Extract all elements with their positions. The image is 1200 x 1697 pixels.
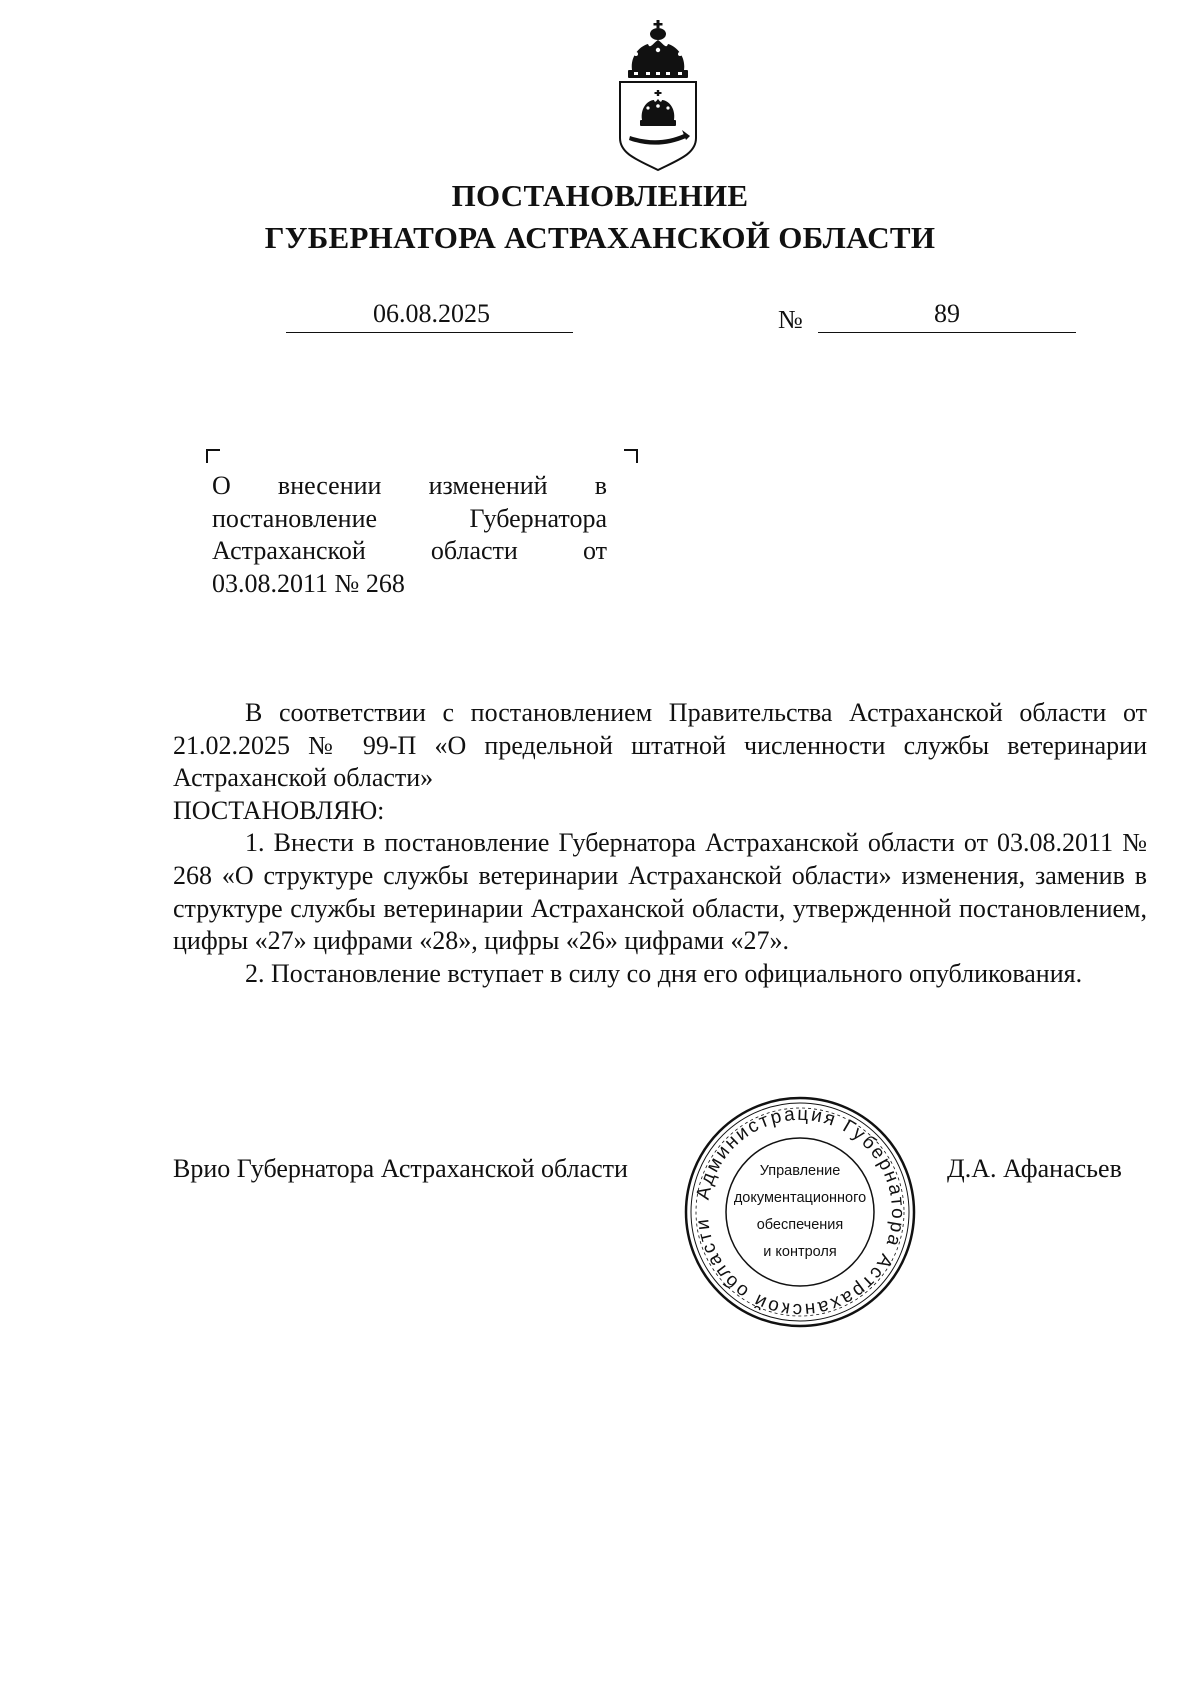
document-number: 89 xyxy=(934,299,960,328)
subject-line: Астраханской области от xyxy=(212,536,607,565)
document-body xyxy=(173,697,1147,990)
astrakhan-coat-of-arms-icon xyxy=(614,20,702,172)
number-sign: № xyxy=(778,305,803,334)
document-number-field xyxy=(818,296,1076,333)
official-stamp xyxy=(680,1092,920,1332)
item-2-paragraph: 2. Постановление вступает в силу со дня его официального опубликования. xyxy=(245,958,1083,988)
preamble-paragraph: В соответствии с постановлением Правительства Астраханской области от 21.02.2025 № 99-П «О предельной штатной численности службы ветеринарии Астраханской области» xyxy=(173,698,1147,793)
document-date: 06.08.2025 xyxy=(373,299,490,328)
stamp-center-line: и контроля xyxy=(763,1244,837,1260)
document-date-field xyxy=(286,296,573,333)
stamp-center-line: обеспечения xyxy=(756,1217,844,1233)
signatory-position: Врио Губернатора Астраханской области xyxy=(173,1154,628,1183)
document-issuer: ГУБЕРНАТОРА АСТРАХАНСКОЙ ОБЛАСТИ xyxy=(264,220,936,255)
stamp-center-line: документационного xyxy=(733,1190,867,1206)
subject-corner-right xyxy=(624,449,638,463)
document-subject xyxy=(212,470,607,600)
subject-line: О внесении изменений в xyxy=(212,471,607,500)
document-title: ПОСТАНОВЛЕНИЕ xyxy=(451,178,749,213)
decree-word: ПОСТАНОВЛЯЮ: xyxy=(173,795,385,825)
subject-line: 03.08.2011 № 268 xyxy=(212,568,405,598)
subject-line: постановление Губернатора xyxy=(212,503,607,533)
stamp-center-line: Управление xyxy=(759,1163,841,1179)
stamp-center xyxy=(680,1092,920,1332)
signatory-name: Д.А. Афанасьев xyxy=(947,1154,1122,1183)
subject-corner-left xyxy=(206,449,220,463)
item-1-paragraph: 1. Внести в постановление Губернатора Астраханской области от 03.08.2011 № 268 «О структуре службы ветеринарии Астраханской области» изменения, заменив в структуре службы ветеринарии Астраханской области, утвержденной постановлением, цифры «27» цифрами «28», цифры «26» цифрами «27». xyxy=(173,828,1147,956)
stamp-ring-text: Администрация Губернатора Астраханской области xyxy=(691,1103,909,1321)
